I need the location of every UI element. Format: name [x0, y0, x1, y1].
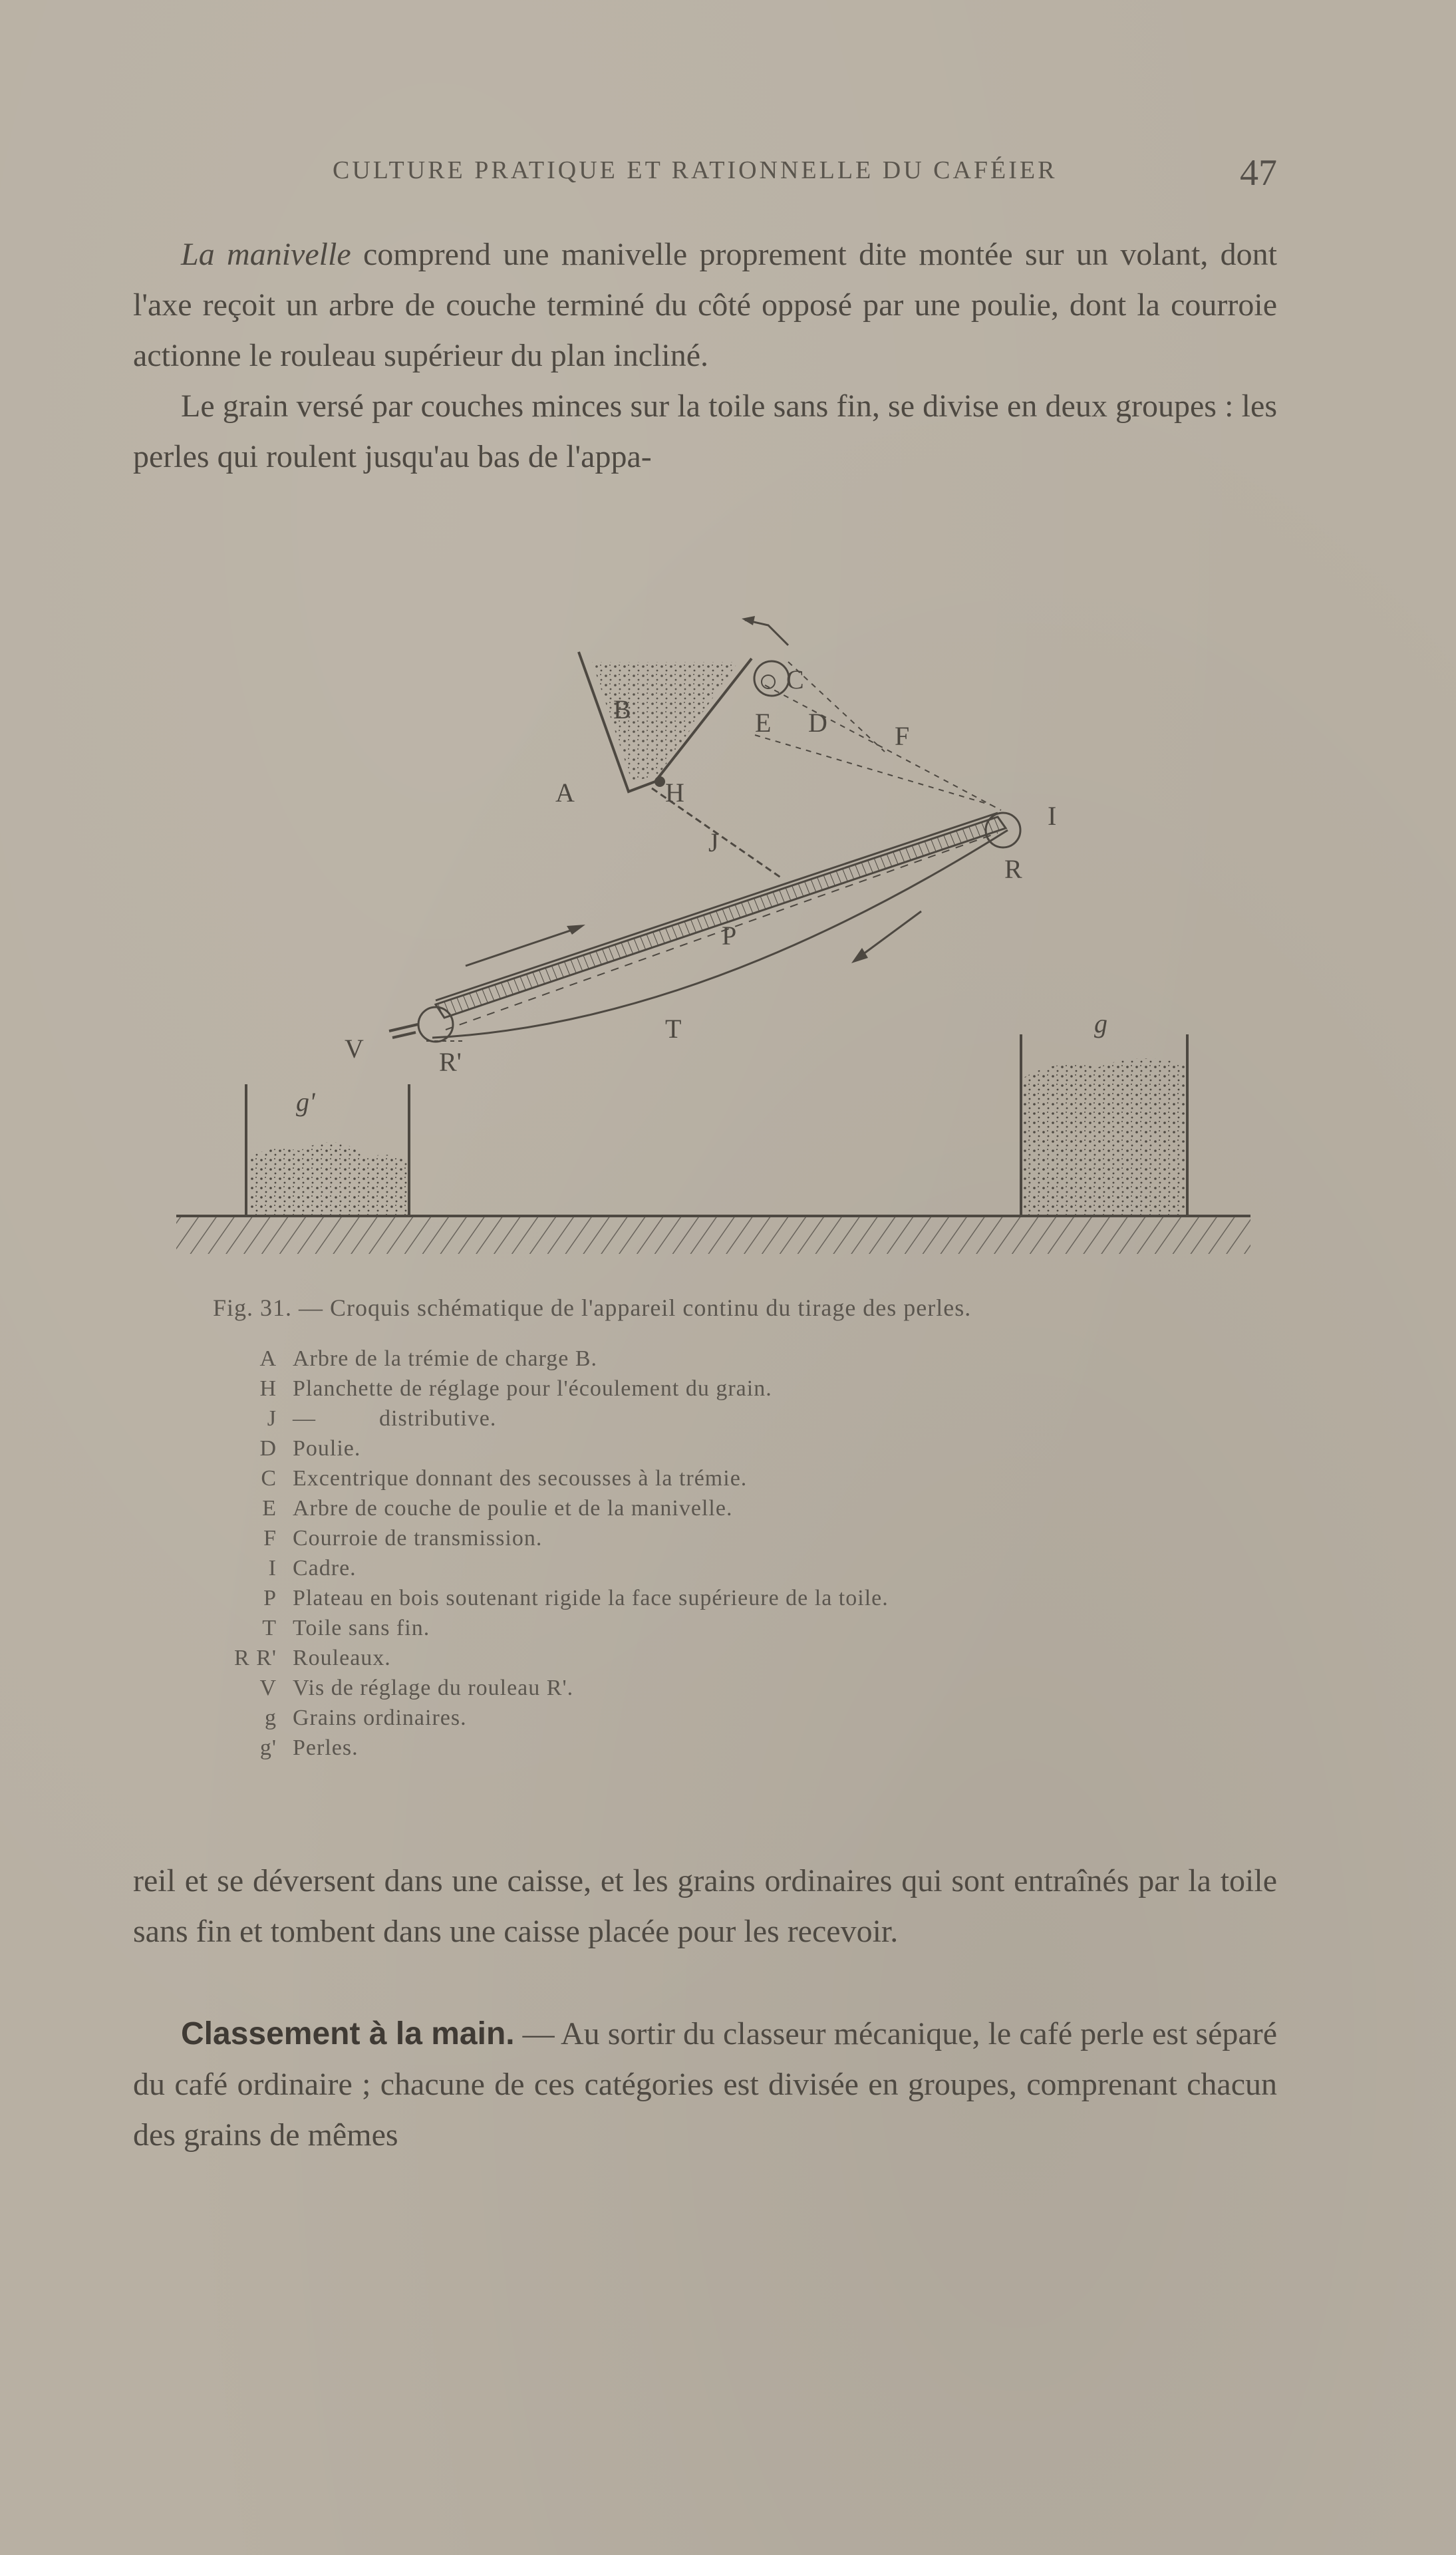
conveyor — [389, 813, 1020, 1042]
paragraph-text: comprend une manivelle proprement dite montée sur un volant, dont l'axe reçoit un arbre de couche terminé du côté opposé par une poulie, dont la courroie actionne le rouleau supérieur du plan incliné. — [133, 237, 1277, 373]
legend-item — [219, 1374, 1217, 1404]
legend-desc: Poulie. — [293, 1436, 361, 1461]
legend-item — [219, 1523, 1217, 1553]
legend-desc: Rouleaux. — [293, 1646, 391, 1670]
legend-key: T — [262, 1616, 277, 1640]
paragraph-classement — [133, 2009, 1277, 2161]
legend-desc: Grains ordinaires. — [293, 1706, 467, 1730]
bottom-text-block — [133, 1856, 1277, 2161]
legend-desc: Planchette de réglage pour l'écoulement du grain. — [293, 1376, 772, 1401]
label-R-prime: R' — [439, 1047, 462, 1077]
legend-item — [219, 1493, 1217, 1523]
pearls-box — [246, 1084, 409, 1216]
paragraph-continuation: reil et se déversent dans une caisse, et les grains ordinaires qui sont entraînés par la toile sans fin et tombent dans une caisse placée pour les recevoir. — [133, 1863, 1277, 1949]
legend-key: V — [259, 1676, 277, 1700]
legend-key: D — [259, 1436, 277, 1461]
label-A: A — [555, 778, 575, 808]
label-V: V — [345, 1034, 364, 1064]
legend-key: C — [261, 1466, 277, 1491]
label-F: F — [895, 721, 910, 751]
legend-desc: Perles. — [293, 1735, 359, 1760]
legend-desc: Toile sans fin. — [293, 1616, 430, 1640]
label-g: g — [1094, 1008, 1107, 1038]
legend-key: H — [259, 1376, 277, 1401]
label-R: R — [1004, 854, 1022, 884]
legend-item — [219, 1433, 1217, 1463]
legend-key: g' — [259, 1735, 277, 1760]
legend-desc: — distributive. — [293, 1406, 497, 1431]
legend-item — [219, 1733, 1217, 1763]
legend-key: F — [263, 1526, 277, 1551]
legend-item — [219, 1463, 1217, 1493]
running-title: CULTURE PRATIQUE ET RATIONNELLE DU CAFÉIER — [333, 156, 1058, 184]
legend-desc: Vis de réglage du rouleau R'. — [293, 1676, 574, 1700]
label-P: P — [722, 921, 737, 951]
paragraph-grain: Le grain versé par couches minces sur la toile sans fin, se divise en deux groupes : les perles qui roulent jusqu'au bas de l'appa- — [133, 388, 1277, 474]
legend-key: I — [268, 1556, 277, 1580]
legend-desc: Courroie de transmission. — [293, 1526, 543, 1551]
section-heading: Classement à la main. — [181, 2016, 515, 2051]
label-J: J — [708, 827, 719, 857]
apparatus-diagram — [166, 599, 1264, 1290]
legend-item — [219, 1583, 1217, 1613]
label-E: E — [755, 708, 772, 738]
legend-item — [219, 1703, 1217, 1733]
legend-item — [219, 1404, 1217, 1433]
grains-box — [1021, 1034, 1187, 1216]
legend-item — [219, 1344, 1217, 1374]
legend-key: g — [265, 1706, 277, 1730]
legend-desc: Arbre de couche de poulie et de la manivelle. — [293, 1496, 733, 1521]
legend-key: J — [267, 1406, 277, 1431]
legend-key: E — [262, 1496, 277, 1521]
legend-item — [219, 1643, 1217, 1673]
label-B: B — [613, 694, 631, 724]
page-header — [133, 152, 1277, 198]
label-H: H — [665, 778, 684, 808]
label-D: D — [808, 708, 827, 738]
paragraph-text: — Au sortir du classeur mécanique, le café perle est séparé du café ordinaire ; chacune de ces catégories est divisée en groupes, comprenant chacun des grains de mêmes — [133, 2016, 1278, 2153]
top-text-block — [133, 229, 1277, 482]
paragraph-manivelle — [133, 229, 1277, 381]
legend-item — [219, 1673, 1217, 1703]
italic-term: La manivelle — [181, 237, 351, 272]
ground — [176, 1216, 1250, 1254]
figure-caption: Fig. 31. — Croquis schématique de l'appareil continu du tirage des perles. — [213, 1294, 972, 1321]
legend-item — [219, 1553, 1217, 1583]
legend-key: P — [263, 1586, 277, 1610]
legend-desc: Cadre. — [293, 1556, 357, 1580]
legend-desc: Plateau en bois soutenant rigide la face supérieure de la toile. — [293, 1586, 889, 1610]
legend-key: R R' — [234, 1646, 277, 1670]
label-T: T — [665, 1014, 682, 1044]
label-C: C — [786, 665, 804, 694]
legend-key: A — [259, 1346, 277, 1371]
legend-desc: Excentrique donnant des secousses à la trémie. — [293, 1466, 748, 1491]
page-number: 47 — [1240, 152, 1277, 194]
label-I: I — [1048, 801, 1057, 831]
label-g-prime: g' — [296, 1087, 315, 1117]
legend-desc: Arbre de la trémie de charge B. — [293, 1346, 598, 1371]
legend-item — [219, 1613, 1217, 1643]
figure-31 — [166, 599, 1264, 1290]
figure-legend — [219, 1344, 1217, 1763]
